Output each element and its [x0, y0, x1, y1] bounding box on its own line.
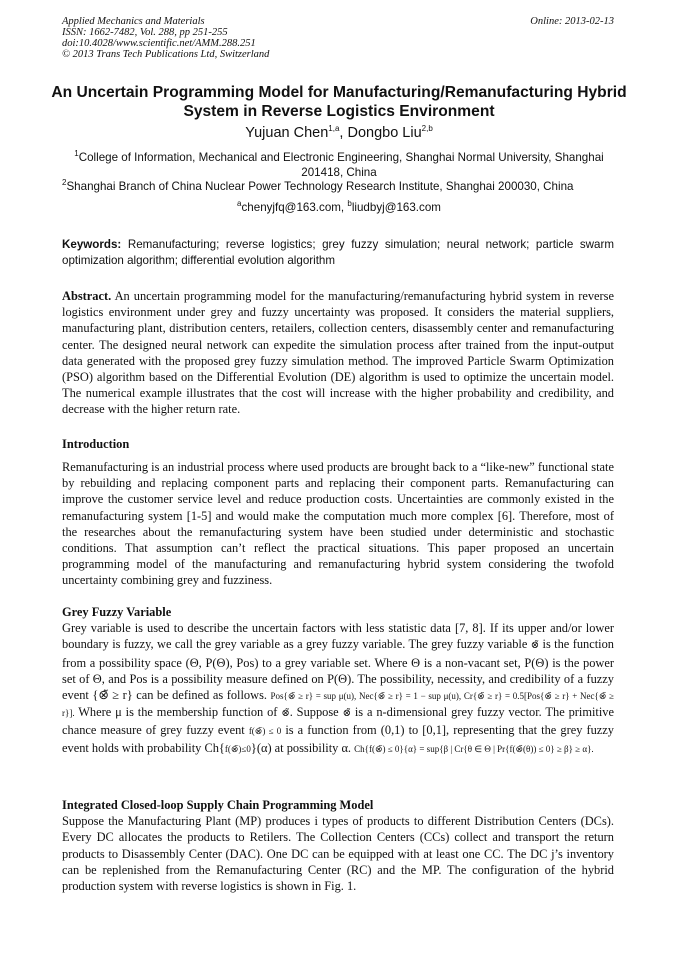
copyright-line: © 2013 Trans Tech Publications Ltd, Switzerland [62, 49, 270, 60]
author-2: Dongbo Liu [347, 125, 422, 141]
abstract-text: An uncertain programming model for the manufacturing/remanufacturing hybrid system in reverse logistics environment under grey and fuzzy uncertainty was proposed. It considers the material suppliers, manufacturing plant, distribution centers, retailers, collection centers, disassembly center and remanufacturing center. The designed neural network can expedite the simulation process after trained from the input-output data generated with the proposed grey fuzzy simulation method. The improved Particle Swarm Optimization (PSO) algorithm based on the Differential Evolution (DE) algorithm is used to optimize the uncertain model. The numerical example illustrates that the cost will increase with the higher probability and credibility, and decrease with the higher return rate. [62, 289, 614, 417]
grey-fuzzy-section [62, 604, 614, 757]
abstract-label: Abstract. [62, 289, 112, 303]
online-date: Online: 2013-02-13 [530, 16, 614, 27]
email-b[interactable]: liudbyj@163.com [351, 201, 441, 214]
grey-fuzzy-heading: Grey Fuzzy Variable [62, 605, 172, 619]
keywords-text: Remanufacturing; reverse logistics; grey fuzzy simulation; neural network; particle swarm optimization algorithm; differential evolution algorithm [62, 238, 614, 267]
abstract [62, 288, 614, 418]
doi-line: doi:10.4028/www.scientific.net/AMM.288.251 [62, 38, 256, 49]
journal-header [62, 16, 614, 60]
authors-line [40, 125, 638, 141]
closed-loop-text: Suppose the Manufacturing Plant (MP) produces i types of products to different Distribution Centers (DCs). Every DC allocates the products to Retilers. The Collection Centers (CCs) collect and transport the return products to Disassembly Center (DAC). One DC can be equipped with at least one CC. The DC j’s inventory can be replenished from the Remanufacturing Center (RC) and the MP. The configuration of the hybrid production system with reverse logistics is shown in Fig. 1. [62, 814, 614, 894]
grey-fuzzy-p4: . Suppose [289, 705, 343, 720]
grey-fuzzy-symbol-2: ⊗̃ [281, 708, 290, 720]
formula-event: f(⊗̃) ≤ 0 [248, 726, 282, 737]
grey-fuzzy-p7: }(α) at possibility α. [250, 740, 355, 755]
keywords-label: Keywords: [62, 238, 122, 251]
email-a-sup: a [237, 199, 242, 209]
formula-chance: Ch{f(⊗̃) ≤ 0}{α} = sup{β | Cr{θ ∈ Θ | Pr{f(⊗̃(θ)) ≤ 0} ≥ β} ≥ α}. [354, 743, 594, 754]
email-a[interactable]: chenyjfq@163.com [241, 201, 341, 214]
keywords [62, 237, 614, 268]
affiliation-2-sup: 2 [62, 178, 67, 188]
author-1: Yujuan Chen [245, 125, 329, 141]
affiliation-1-sup: 1 [74, 149, 79, 159]
formula-event-2: f(⊗̃)≤0 [224, 743, 251, 754]
grey-fuzzy-symbol: ⊗̃ [530, 640, 540, 652]
email-b-sup: b [347, 199, 352, 209]
grey-fuzzy-p1: Grey variable is used to describe the uncertain factors with less statistic data [7, 8]. If its upper and/or lower boundary is fuzzy, we call the grey variable as a grey fuzzy variable. The grey fuzzy variable [62, 621, 614, 652]
affiliation-1-text: College of Information, Mechanical and Electronic Engineering, Shanghai Normal University, Shanghai 201418, China [78, 151, 604, 179]
introduction-heading: Introduction [62, 437, 130, 451]
closed-loop-section [62, 797, 614, 894]
grey-fuzzy-p6: is a function from (0,1) to [0,1], representing that the grey fuzzy event holds with probability Ch{ [62, 723, 614, 755]
paper-title: An Uncertain Programming Model for Manufacturing/Remanufacturing Hybrid System in Reverse Logistics Environment [51, 84, 627, 120]
grey-fuzzy-p3: Where μ is the membership function of [74, 705, 282, 720]
journal-name: Applied Mechanics and Materials [62, 16, 205, 27]
introduction-text: Remanufacturing is an industrial process where used products are brought back to a “like-new” functional state by rebuilding and replacing component parts and replacing their component parts. Remanufacturing can improve the customer service level and reduce production costs. Uncertainties are commonly existed in the remanufacturing system [1-5] and would make the computation much more complex [6]. Therefore, most of the researches about the remanufacturing system have been studied under deterministic and stochastic conditions. That assumption can’t reflect the practical situations. This paper proposed an uncertain programming model of the manufacturing and remanufacturing hybrid system considering the twofold uncertainty combining grey and fuzziness. [62, 460, 614, 588]
grey-fuzzy-p5: is a n-dimensional grey fuzzy vector. The primitive chance measure of grey fuzzy event [62, 705, 614, 738]
email-separator: , [340, 201, 348, 214]
closed-loop-heading: Integrated Closed-loop Supply Chain Programming Model [62, 798, 374, 812]
author-1-sup: 1,a [328, 124, 340, 134]
author-separator: , [339, 125, 348, 141]
affiliation-2-text: Shanghai Branch of China Nuclear Power Technology Research Institute, Shanghai 200030, China [66, 180, 574, 193]
formula-possibility: Pos{⊗̃ ≥ r} = sup μ(u), Nec{⊗̃ ≥ r} = 1 − sup μ(u), Cr{⊗̃ ≥ r} = 0.5[Pos{⊗̃ ≥ r} + Nec{⊗̃ ≥ r}]. [62, 691, 614, 719]
issn-line: ISSN: 1662-7482, Vol. 288, pp 251-255 [62, 27, 228, 38]
grey-fuzzy-symbol-3: ⊗̃ [342, 708, 351, 720]
affiliation-2 [62, 179, 616, 194]
affiliation-1 [62, 150, 616, 180]
emails-line [40, 201, 638, 214]
author-2-sup: 2,b [421, 124, 433, 134]
grey-fuzzy-p2: is the function from a possibility space (Θ, P(Θ), Pos) to a grey variable set. Where Θ is a non-vacant set, P(Θ) is the power set of Θ, and Pos is a possibility measure defined on P(Θ). The possibility, necessity, and credibility of a fuzzy event {⊗̃ ≥ r} can be defined as follows. [62, 637, 614, 703]
